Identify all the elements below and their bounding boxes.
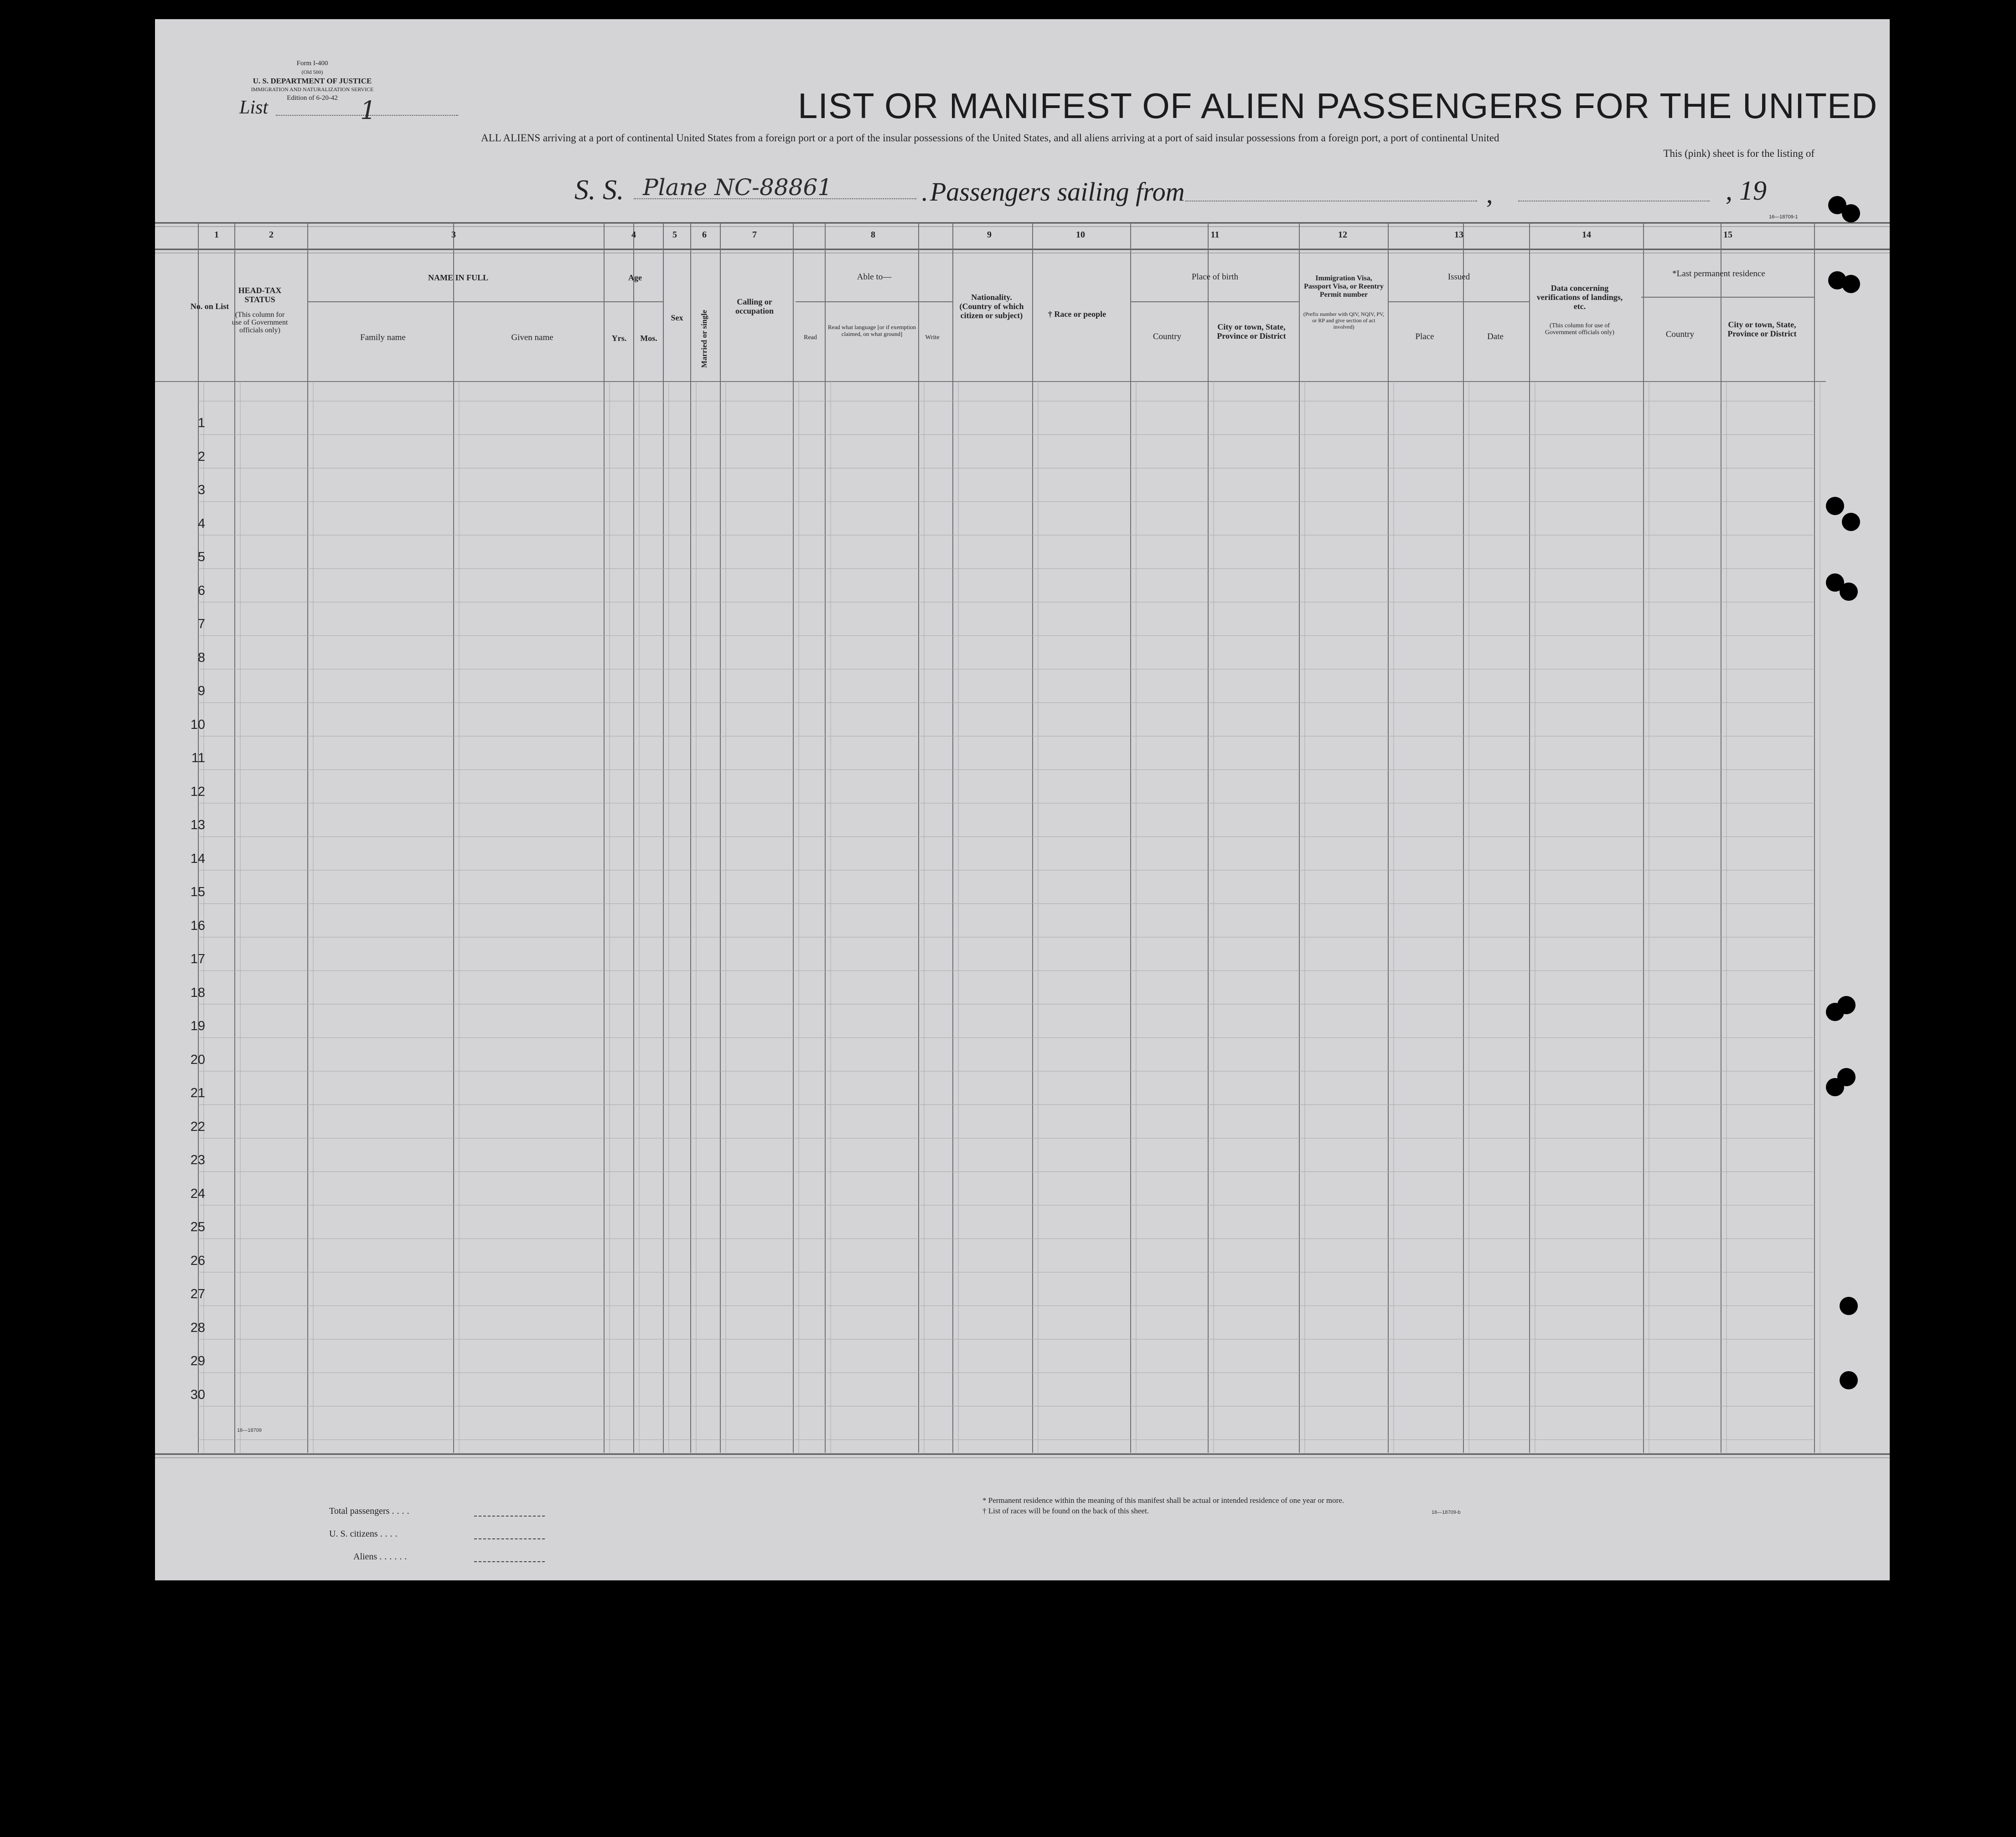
row-number: 26 bbox=[190, 1253, 205, 1268]
sailing-label: Passengers sailing from bbox=[930, 177, 1185, 206]
row-number: 16 bbox=[190, 918, 205, 933]
manifest-grid bbox=[155, 19, 1890, 1580]
header-issued-place: Place bbox=[1415, 332, 1434, 341]
row-number: 6 bbox=[197, 583, 205, 598]
row-number: 23 bbox=[190, 1153, 205, 1167]
header-place-of-birth: Place of birth bbox=[1191, 272, 1239, 282]
form-code-top: 16—18709-1 bbox=[1769, 214, 1798, 220]
row-number: 3 bbox=[197, 483, 205, 497]
header-immigration-visa-note: (Prefix number with QIV, NQIV, PV, or RP and give section of act involved) bbox=[1303, 311, 1385, 330]
form-code-bottom-left: 16—18709 bbox=[237, 1428, 262, 1433]
column-number: 6 bbox=[702, 230, 707, 240]
header-married: Married or single bbox=[700, 310, 708, 368]
header-nationality: Nationality. (Country of which citizen or subject) bbox=[959, 293, 1024, 320]
punch-hole bbox=[1840, 583, 1858, 601]
column-number: 5 bbox=[672, 230, 677, 240]
total-passengers-text: Total passengers bbox=[329, 1506, 390, 1516]
page-title: LIST OR MANIFEST OF ALIEN PASSENGERS FOR THE UNITED bbox=[798, 86, 1878, 126]
column-number: 11 bbox=[1210, 230, 1220, 240]
header-race: † Race or people bbox=[1048, 310, 1106, 319]
row-number: 1 bbox=[197, 416, 205, 430]
us-citizens-field[interactable] bbox=[474, 1538, 545, 1539]
row-number: 9 bbox=[197, 684, 205, 698]
punch-hole bbox=[1826, 1078, 1844, 1096]
header-age: Age bbox=[628, 273, 642, 282]
list-number: 1 bbox=[360, 96, 376, 125]
column-number: 10 bbox=[1076, 230, 1085, 240]
row-number: 4 bbox=[197, 516, 205, 531]
punch-hole bbox=[1842, 513, 1860, 531]
subtitle-line-1: ALL ALIENS arriving at a port of continental United States from a foreign port or a port of the insular possessions of the United States, and all aliens arriving at a port of said insular possessions from a foreign port, a port of continental United bbox=[481, 132, 1499, 144]
column-number: 8 bbox=[871, 230, 875, 240]
aliens-field[interactable] bbox=[474, 1561, 545, 1562]
header-immigration-visa: Immigration Visa, Passport Visa, or Reentry Permit number bbox=[1304, 274, 1384, 299]
punch-hole bbox=[1826, 1003, 1844, 1021]
header-last-residence: *Last permanent residence bbox=[1672, 269, 1765, 279]
total-passengers-label: Total passengers .... bbox=[329, 1506, 412, 1516]
header-write: Write bbox=[925, 334, 940, 341]
column-number: 13 bbox=[1454, 230, 1463, 240]
column-number: 4 bbox=[631, 230, 636, 240]
header-sex: Sex bbox=[671, 313, 683, 322]
row-number: 17 bbox=[190, 952, 205, 966]
column-number: 3 bbox=[451, 230, 456, 240]
row-number: 29 bbox=[190, 1354, 205, 1368]
row-number: 13 bbox=[190, 818, 205, 832]
row-number: 30 bbox=[190, 1387, 205, 1402]
footnote-code: 16—18709-b bbox=[1432, 1510, 1461, 1515]
punch-hole bbox=[1826, 497, 1844, 515]
header-head-tax: HEAD-TAX STATUS bbox=[238, 286, 282, 304]
form-number: Form I-400 bbox=[296, 60, 328, 67]
row-number: 24 bbox=[190, 1186, 205, 1201]
row-number: 10 bbox=[190, 717, 205, 732]
header-read-what: Read what language [or if exemption claimed, on what ground] bbox=[827, 324, 916, 337]
header-head-tax-note: (This column for use of Government officials only) bbox=[232, 311, 288, 334]
row-number: 19 bbox=[190, 1019, 205, 1033]
footnote-permanent-residence: * Permanent residence within the meaning of this manifest shall be actual or intended residence of one year or more. bbox=[982, 1496, 1344, 1505]
header-issued: Issued bbox=[1447, 272, 1470, 282]
row-number: 8 bbox=[197, 650, 205, 665]
subtitle-line-2: This (pink) sheet is for the listing of bbox=[1663, 148, 1814, 159]
vessel-suffix: . bbox=[921, 177, 928, 206]
header-yrs: Yrs. bbox=[611, 334, 627, 343]
row-number: 28 bbox=[190, 1320, 205, 1335]
row-number: 7 bbox=[197, 617, 205, 631]
form-old-number: (Old 500) bbox=[301, 69, 323, 75]
column-number: 7 bbox=[752, 230, 757, 240]
header-able-to: Able to— bbox=[857, 272, 892, 282]
row-number: 15 bbox=[190, 885, 205, 899]
header-calling: Calling or occupation bbox=[735, 297, 774, 315]
header-lr-country: Country bbox=[1665, 330, 1695, 339]
aliens-label: Aliens ...... bbox=[353, 1552, 410, 1562]
row-number: 25 bbox=[190, 1220, 205, 1234]
column-number: 9 bbox=[987, 230, 992, 240]
list-label: List bbox=[239, 97, 269, 118]
header-family-name: Family name bbox=[360, 333, 406, 342]
column-number: 15 bbox=[1723, 230, 1732, 240]
us-citizens-label: U. S. citizens .... bbox=[329, 1529, 400, 1539]
header-given-name: Given name bbox=[511, 333, 553, 342]
header-no-on-list: No. on List bbox=[190, 302, 229, 311]
sailing-year: , 19 bbox=[1726, 175, 1767, 206]
header-read: Read bbox=[804, 334, 817, 341]
header-mos: Mos. bbox=[640, 334, 657, 343]
column-number: 12 bbox=[1338, 230, 1347, 240]
vessel-prefix: S. S. bbox=[574, 175, 624, 206]
manifest-sheet bbox=[155, 19, 1890, 1580]
row-number: 27 bbox=[190, 1287, 205, 1301]
punch-hole bbox=[1840, 1297, 1858, 1315]
row-number: 2 bbox=[197, 449, 205, 464]
service-name: IMMIGRATION AND NATURALIZATION SERVICE bbox=[251, 86, 374, 93]
total-passengers-field[interactable] bbox=[474, 1516, 545, 1517]
punch-hole bbox=[1842, 204, 1860, 222]
header-data-concerning: Data concerning verifications of landings, etc. bbox=[1536, 284, 1623, 311]
row-number: 22 bbox=[190, 1119, 205, 1134]
column-number: 1 bbox=[214, 230, 219, 240]
row-number: 21 bbox=[190, 1086, 205, 1100]
row-number: 14 bbox=[190, 851, 205, 866]
header-issued-date: Date bbox=[1487, 332, 1504, 341]
header-lr-city: City or town, State, Province or District bbox=[1727, 320, 1797, 338]
aliens-text: Aliens bbox=[353, 1552, 377, 1562]
row-number: 20 bbox=[190, 1052, 205, 1067]
header-data-note: (This column for use of Government officials only) bbox=[1545, 322, 1615, 336]
row-number: 18 bbox=[190, 985, 205, 1000]
row-number: 5 bbox=[197, 550, 205, 564]
header-name-in-full: NAME IN FULL bbox=[428, 273, 488, 282]
us-citizens-text: U. S. citizens bbox=[329, 1529, 378, 1539]
row-number: 12 bbox=[190, 784, 205, 799]
row-number: 11 bbox=[191, 751, 205, 765]
column-number: 14 bbox=[1582, 230, 1591, 240]
footnote-races: † List of races will be found on the back of this sheet. bbox=[982, 1507, 1149, 1515]
punch-hole bbox=[1842, 275, 1860, 293]
column-number: 2 bbox=[269, 230, 274, 240]
form-edition: Edition of 6-20-42 bbox=[287, 94, 338, 102]
vessel-name: Plane NC-88861 bbox=[643, 174, 832, 201]
header-pob-country: Country bbox=[1153, 332, 1182, 341]
sailing-comma: , bbox=[1486, 179, 1493, 209]
header-pob-city: City or town, State, Province or District bbox=[1217, 322, 1286, 341]
department-name: U. S. DEPARTMENT OF JUSTICE bbox=[253, 77, 372, 85]
punch-hole bbox=[1840, 1371, 1858, 1389]
